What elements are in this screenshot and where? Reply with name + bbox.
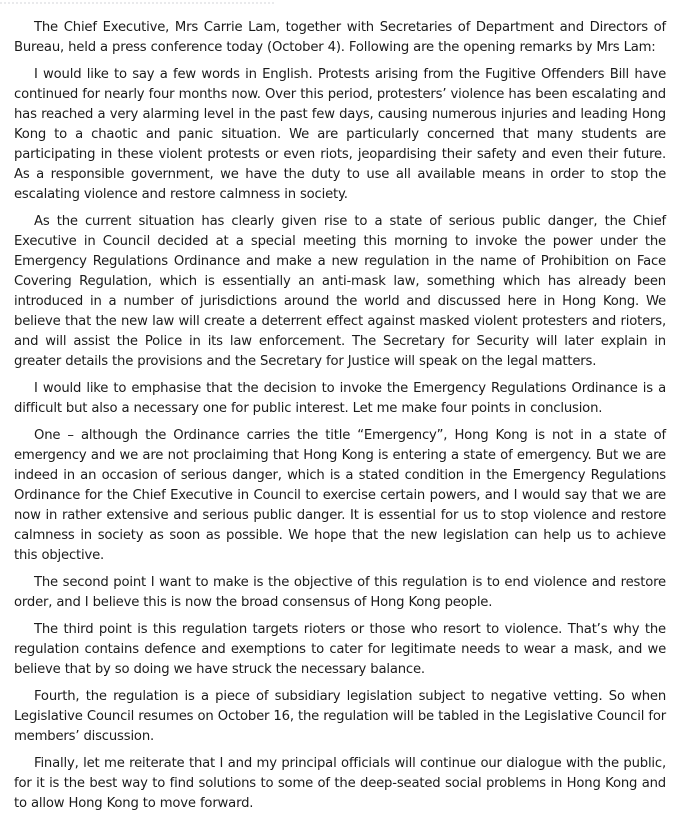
paragraph: The second point I want to make is the objective of this regulation is to end violence and restore order, and I believe this is now the broad consensus of Hong Kong people. <box>14 575 666 610</box>
document-body <box>14 18 666 814</box>
paragraph: The third point is this regulation targets rioters or those who resort to violence. That’s why the regulation contains defence and exemptions to cater for legitimate needs to wear a mask, and we believe that by so doing we have struck the necessary balance. <box>14 622 666 677</box>
paragraph: The Chief Executive, Mrs Carrie Lam, together with Secretaries of Department and Directors of Bureau, held a press conference today (October 4). Following are the opening remarks by Mrs Lam: <box>14 20 666 55</box>
paragraph: Finally, let me reiterate that I and my principal officials will continue our dialogue with the public, for it is the best way to find solutions to some of the deep-seated social problems in Hong Kong and to allow Hong Kong to move forward. <box>14 756 666 811</box>
paragraph: As the current situation has clearly given rise to a state of serious public danger, the Chief Executive in Council decided at a special meeting this morning to invoke the power under the Emergency Regulations Ordinance and make a new regulation in the name of Prohibition on Face Covering Regulation, which is essentially an anti-mask law, something which has already been introduced in a number of jurisdictions around the world and discussed here in Hong Kong. We believe that the new law will create a deterrent effect against masked violent protesters and rioters, and will assist the Police in its law enforcement. The Secretary for Security will later explain in greater details the provisions and the Secretary for Justice will speak on the legal matters. <box>14 214 666 369</box>
paragraph: I would like to say a few words in English. Protests arising from the Fugitive Offenders Bill have continued for nearly four months now. Over this period, protesters’ violence has been escalating and has reached a very alarming level in the past few days, causing numerous injuries and leading Hong Kong to a chaotic and panic situation. We are particularly concerned that many students are participating in these violent protests or even riots, jeopardising their safety and even their future. As a responsible government, we have the duty to use all available means in order to stop the escalating violence and restore calmness in society. <box>14 67 666 202</box>
paragraph: One – although the Ordinance carries the title “Emergency”, Hong Kong is not in a state of emergency and we are not proclaiming that Hong Kong is entering a state of emergency. But we are indeed in an occasion of serious danger, which is a stated condition in the Emergency Regulations Ordinance for the Chief Executive in Council to exercise certain powers, and I would say that we are now in rather extensive and serious public danger. It is essential for us to stop violence and restore calmness in society as soon as possible. We hope that the new legislation can help us to achieve this objective. <box>14 428 666 563</box>
top-dotted-rule <box>0 2 274 4</box>
paragraph: I would like to emphasise that the decision to invoke the Emergency Regulations Ordinance is a difficult but also a necessary one for public interest. Let me make four points in conclusion. <box>14 381 666 416</box>
paragraph: Fourth, the regulation is a piece of subsidiary legislation subject to negative vetting. So when Legislative Council resumes on October 16, the regulation will be tabled in the Legislative Council for members’ discussion. <box>14 689 666 744</box>
